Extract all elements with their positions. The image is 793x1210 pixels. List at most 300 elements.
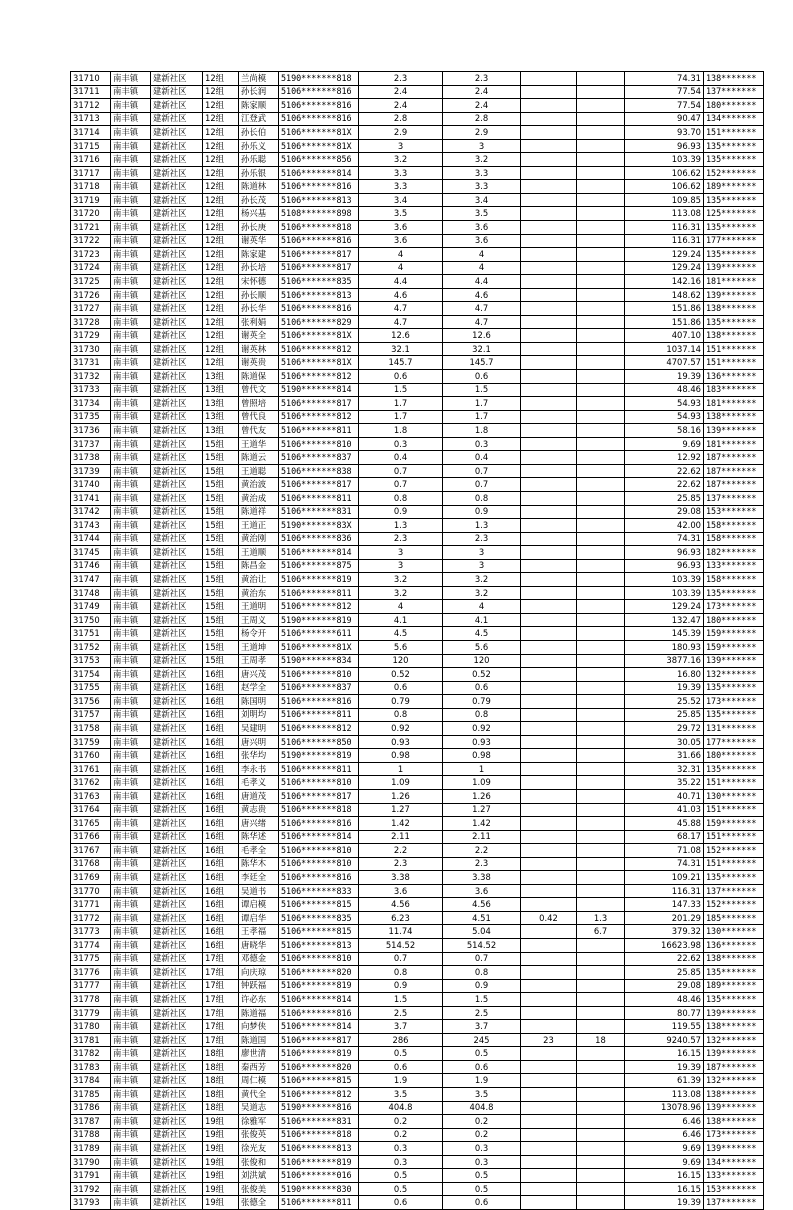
cell-community: 建新社区 xyxy=(151,478,203,492)
cell-name: 孙长培 xyxy=(239,261,279,275)
cell-value-a: 2.2 xyxy=(359,844,443,858)
cell-row-number: 31750 xyxy=(71,613,111,627)
cell-amount: 74.31 xyxy=(625,857,704,871)
table-row xyxy=(71,1101,764,1115)
cell-value-d xyxy=(577,342,625,356)
cell-community: 建新社区 xyxy=(151,261,203,275)
cell-value-b: 1.27 xyxy=(443,803,521,817)
cell-community: 建新社区 xyxy=(151,722,203,736)
cell-value-a: 286 xyxy=(359,1033,443,1047)
cell-value-b: 1.8 xyxy=(443,424,521,438)
cell-id-number: 5106*******816 xyxy=(279,302,359,316)
cell-community: 建新社区 xyxy=(151,939,203,953)
cell-name: 陈道保 xyxy=(239,370,279,384)
cell-id-number: 5106*******837 xyxy=(279,681,359,695)
cell-value-b: 3.6 xyxy=(443,221,521,235)
cell-group: 16组 xyxy=(203,722,239,736)
cell-town: 南丰镇 xyxy=(111,302,151,316)
cell-value-b: 2.4 xyxy=(443,85,521,99)
cell-value-a: 0.5 xyxy=(359,1182,443,1196)
table-row xyxy=(71,966,764,980)
cell-id-number: 5106*******811 xyxy=(279,708,359,722)
cell-id-number: 5106*******811 xyxy=(279,762,359,776)
cell-row-number: 31733 xyxy=(71,383,111,397)
cell-amount: 151.86 xyxy=(625,302,704,316)
cell-id-number: 5190*******834 xyxy=(279,654,359,668)
cell-id-number: 5106*******836 xyxy=(279,532,359,546)
cell-value-a: 1.7 xyxy=(359,410,443,424)
cell-row-number: 31710 xyxy=(71,72,111,86)
table-row xyxy=(71,911,764,925)
cell-value-b: 3.6 xyxy=(443,234,521,248)
cell-town: 南丰镇 xyxy=(111,1115,151,1129)
cell-town: 南丰镇 xyxy=(111,478,151,492)
cell-value-a: 0.92 xyxy=(359,722,443,736)
cell-value-a: 0.8 xyxy=(359,708,443,722)
cell-town: 南丰镇 xyxy=(111,884,151,898)
cell-id-number: 5106*******837 xyxy=(279,451,359,465)
cell-name: 徐雅军 xyxy=(239,1115,279,1129)
cell-value-b: 3.5 xyxy=(443,1088,521,1102)
cell-phone: 152******* xyxy=(704,898,764,912)
cell-amount: 379.32 xyxy=(625,925,704,939)
cell-value-c xyxy=(521,1101,577,1115)
cell-value-b: 3 xyxy=(443,559,521,573)
cell-name: 黄治波 xyxy=(239,478,279,492)
cell-phone: 151******* xyxy=(704,857,764,871)
cell-phone: 139******* xyxy=(704,1101,764,1115)
cell-row-number: 31755 xyxy=(71,681,111,695)
cell-name: 黄代全 xyxy=(239,1088,279,1102)
cell-amount: 9.69 xyxy=(625,1155,704,1169)
cell-group: 15组 xyxy=(203,627,239,641)
cell-name: 廖世清 xyxy=(239,1047,279,1061)
cell-amount: 71.08 xyxy=(625,844,704,858)
cell-town: 南丰镇 xyxy=(111,573,151,587)
cell-value-b: 1.5 xyxy=(443,993,521,1007)
cell-community: 建新社区 xyxy=(151,546,203,560)
cell-id-number: 5106*******820 xyxy=(279,1060,359,1074)
cell-phone: 134******* xyxy=(704,1155,764,1169)
cell-value-b: 2.3 xyxy=(443,72,521,86)
cell-phone: 135******* xyxy=(704,139,764,153)
cell-community: 建新社区 xyxy=(151,830,203,844)
cell-value-b: 0.98 xyxy=(443,749,521,763)
cell-group: 12组 xyxy=(203,234,239,248)
cell-value-b: 3.3 xyxy=(443,180,521,194)
cell-value-d xyxy=(577,505,625,519)
cell-row-number: 31773 xyxy=(71,925,111,939)
cell-amount: 42.00 xyxy=(625,519,704,533)
cell-value-a: 3.4 xyxy=(359,193,443,207)
table-row xyxy=(71,478,764,492)
cell-name: 谭启模 xyxy=(239,898,279,912)
cell-amount: 116.31 xyxy=(625,884,704,898)
cell-value-d xyxy=(577,708,625,722)
cell-id-number: 5106*******81X xyxy=(279,329,359,343)
cell-name: 邓德金 xyxy=(239,952,279,966)
cell-amount: 22.62 xyxy=(625,478,704,492)
cell-amount: 148.62 xyxy=(625,288,704,302)
cell-value-c xyxy=(521,871,577,885)
cell-value-b: 3.5 xyxy=(443,207,521,221)
cell-value-a: 0.9 xyxy=(359,979,443,993)
cell-value-c xyxy=(521,925,577,939)
cell-amount: 45.88 xyxy=(625,817,704,831)
cell-id-number: 5106*******016 xyxy=(279,1169,359,1183)
cell-town: 南丰镇 xyxy=(111,451,151,465)
cell-amount: 29.08 xyxy=(625,505,704,519)
cell-phone: 139******* xyxy=(704,424,764,438)
table-row xyxy=(71,315,764,329)
cell-row-number: 31732 xyxy=(71,370,111,384)
cell-value-b: 1 xyxy=(443,762,521,776)
cell-value-a: 0.5 xyxy=(359,1169,443,1183)
cell-value-c xyxy=(521,668,577,682)
cell-row-number: 31751 xyxy=(71,627,111,641)
cell-row-number: 31785 xyxy=(71,1088,111,1102)
cell-town: 南丰镇 xyxy=(111,817,151,831)
cell-value-a: 145.7 xyxy=(359,356,443,370)
cell-name: 曾代友 xyxy=(239,424,279,438)
cell-amount: 74.31 xyxy=(625,72,704,86)
cell-phone: 177******* xyxy=(704,735,764,749)
cell-row-number: 31715 xyxy=(71,139,111,153)
cell-town: 南丰镇 xyxy=(111,654,151,668)
cell-value-b: 2.9 xyxy=(443,126,521,140)
table-row xyxy=(71,1074,764,1088)
cell-value-b: 4.1 xyxy=(443,613,521,627)
cell-amount: 68.17 xyxy=(625,830,704,844)
cell-value-d xyxy=(577,248,625,262)
cell-value-a: 0.6 xyxy=(359,1060,443,1074)
cell-phone: 138******* xyxy=(704,329,764,343)
cell-town: 南丰镇 xyxy=(111,627,151,641)
cell-value-a: 0.93 xyxy=(359,735,443,749)
cell-community: 建新社区 xyxy=(151,1142,203,1156)
cell-amount: 41.03 xyxy=(625,803,704,817)
cell-name: 王周孝 xyxy=(239,654,279,668)
cell-group: 12组 xyxy=(203,302,239,316)
cell-row-number: 31765 xyxy=(71,817,111,831)
cell-id-number: 5106*******819 xyxy=(279,979,359,993)
cell-community: 建新社区 xyxy=(151,668,203,682)
cell-amount: 6.46 xyxy=(625,1115,704,1129)
cell-value-c xyxy=(521,275,577,289)
cell-id-number: 5106*******611 xyxy=(279,627,359,641)
cell-value-b: 0.2 xyxy=(443,1115,521,1129)
table-row xyxy=(71,600,764,614)
cell-town: 南丰镇 xyxy=(111,668,151,682)
roster-table-body xyxy=(71,72,764,1210)
table-row xyxy=(71,505,764,519)
cell-value-a: 0.2 xyxy=(359,1128,443,1142)
cell-name: 吴道志 xyxy=(239,1101,279,1115)
cell-value-b: 145.7 xyxy=(443,356,521,370)
cell-town: 南丰镇 xyxy=(111,939,151,953)
cell-value-c xyxy=(521,126,577,140)
cell-name: 孙乐义 xyxy=(239,139,279,153)
cell-amount: 40.71 xyxy=(625,789,704,803)
cell-community: 建新社区 xyxy=(151,1101,203,1115)
cell-community: 建新社区 xyxy=(151,234,203,248)
table-row xyxy=(71,126,764,140)
cell-row-number: 31736 xyxy=(71,424,111,438)
cell-community: 建新社区 xyxy=(151,952,203,966)
cell-phone: 181******* xyxy=(704,397,764,411)
cell-row-number: 31766 xyxy=(71,830,111,844)
cell-town: 南丰镇 xyxy=(111,410,151,424)
cell-name: 黄治让 xyxy=(239,573,279,587)
cell-phone: 139******* xyxy=(704,1142,764,1156)
cell-value-c xyxy=(521,627,577,641)
cell-name: 王道华 xyxy=(239,437,279,451)
cell-id-number: 5106*******816 xyxy=(279,817,359,831)
cell-town: 南丰镇 xyxy=(111,762,151,776)
cell-name: 唐兴茂 xyxy=(239,668,279,682)
cell-value-d xyxy=(577,1088,625,1102)
cell-id-number: 5190*******814 xyxy=(279,383,359,397)
cell-id-number: 5106*******812 xyxy=(279,722,359,736)
cell-value-c xyxy=(521,681,577,695)
cell-phone: 135******* xyxy=(704,966,764,980)
cell-town: 南丰镇 xyxy=(111,979,151,993)
cell-town: 南丰镇 xyxy=(111,1155,151,1169)
cell-group: 15组 xyxy=(203,559,239,573)
table-row xyxy=(71,1182,764,1196)
cell-community: 建新社区 xyxy=(151,857,203,871)
cell-name: 谢英贵 xyxy=(239,356,279,370)
cell-phone: 133******* xyxy=(704,559,764,573)
table-row xyxy=(71,898,764,912)
cell-value-a: 0.3 xyxy=(359,437,443,451)
cell-value-b: 4.5 xyxy=(443,627,521,641)
cell-group: 16组 xyxy=(203,898,239,912)
cell-amount: 35.22 xyxy=(625,776,704,790)
cell-phone: 138******* xyxy=(704,1088,764,1102)
cell-amount: 25.52 xyxy=(625,695,704,709)
cell-value-d xyxy=(577,451,625,465)
cell-phone: 135******* xyxy=(704,153,764,167)
cell-group: 15组 xyxy=(203,546,239,560)
cell-town: 南丰镇 xyxy=(111,1060,151,1074)
cell-town: 南丰镇 xyxy=(111,383,151,397)
cell-row-number: 31743 xyxy=(71,519,111,533)
cell-phone: 135******* xyxy=(704,762,764,776)
cell-value-c xyxy=(521,708,577,722)
cell-amount: 61.39 xyxy=(625,1074,704,1088)
table-row xyxy=(71,383,764,397)
cell-value-c xyxy=(521,139,577,153)
table-row xyxy=(71,72,764,86)
cell-phone: 158******* xyxy=(704,532,764,546)
cell-community: 建新社区 xyxy=(151,410,203,424)
cell-value-d xyxy=(577,275,625,289)
cell-value-d xyxy=(577,221,625,235)
cell-amount: 106.62 xyxy=(625,180,704,194)
cell-value-a: 3.7 xyxy=(359,1020,443,1034)
cell-name: 孙长顺 xyxy=(239,288,279,302)
cell-value-d xyxy=(577,153,625,167)
cell-value-b: 4 xyxy=(443,261,521,275)
cell-town: 南丰镇 xyxy=(111,532,151,546)
cell-value-c xyxy=(521,749,577,763)
cell-row-number: 31737 xyxy=(71,437,111,451)
cell-id-number: 5106*******81X xyxy=(279,126,359,140)
table-row xyxy=(71,153,764,167)
cell-phone: 136******* xyxy=(704,370,764,384)
cell-group: 19组 xyxy=(203,1182,239,1196)
cell-amount: 116.31 xyxy=(625,221,704,235)
cell-value-a: 1.42 xyxy=(359,817,443,831)
cell-amount: 407.10 xyxy=(625,329,704,343)
cell-amount: 16623.98 xyxy=(625,939,704,953)
cell-amount: 54.93 xyxy=(625,410,704,424)
cell-community: 建新社区 xyxy=(151,248,203,262)
table-row xyxy=(71,668,764,682)
cell-community: 建新社区 xyxy=(151,221,203,235)
cell-phone: 151******* xyxy=(704,356,764,370)
cell-name: 陈华木 xyxy=(239,857,279,871)
table-row xyxy=(71,424,764,438)
cell-phone: 152******* xyxy=(704,166,764,180)
cell-value-c xyxy=(521,424,577,438)
cell-community: 建新社区 xyxy=(151,898,203,912)
cell-row-number: 31713 xyxy=(71,112,111,126)
cell-group: 18组 xyxy=(203,1047,239,1061)
table-row xyxy=(71,789,764,803)
cell-name: 张德全 xyxy=(239,1196,279,1210)
cell-value-d: 1.3 xyxy=(577,911,625,925)
cell-row-number: 31778 xyxy=(71,993,111,1007)
cell-amount: 9.69 xyxy=(625,1142,704,1156)
cell-value-b: 1.26 xyxy=(443,789,521,803)
cell-value-a: 1.5 xyxy=(359,383,443,397)
cell-name: 向梦侠 xyxy=(239,1020,279,1034)
cell-value-c xyxy=(521,586,577,600)
cell-id-number: 5106*******813 xyxy=(279,939,359,953)
cell-value-b: 5.6 xyxy=(443,640,521,654)
cell-value-d xyxy=(577,1169,625,1183)
cell-amount: 4707.57 xyxy=(625,356,704,370)
cell-community: 建新社区 xyxy=(151,153,203,167)
cell-value-c xyxy=(521,1142,577,1156)
table-row xyxy=(71,1128,764,1142)
table-row xyxy=(71,613,764,627)
cell-town: 南丰镇 xyxy=(111,234,151,248)
cell-phone: 135******* xyxy=(704,993,764,1007)
cell-community: 建新社区 xyxy=(151,1128,203,1142)
cell-value-c xyxy=(521,735,577,749)
cell-town: 南丰镇 xyxy=(111,857,151,871)
cell-town: 南丰镇 xyxy=(111,776,151,790)
cell-group: 15组 xyxy=(203,532,239,546)
cell-row-number: 31768 xyxy=(71,857,111,871)
cell-value-b: 4.56 xyxy=(443,898,521,912)
cell-name: 陈道祥 xyxy=(239,505,279,519)
cell-value-b: 1.7 xyxy=(443,410,521,424)
cell-phone: 132******* xyxy=(704,1033,764,1047)
cell-row-number: 31763 xyxy=(71,789,111,803)
table-row xyxy=(71,464,764,478)
cell-value-b: 0.4 xyxy=(443,451,521,465)
cell-value-b: 1.7 xyxy=(443,397,521,411)
cell-community: 建新社区 xyxy=(151,464,203,478)
cell-value-a: 0.9 xyxy=(359,505,443,519)
cell-community: 建新社区 xyxy=(151,749,203,763)
cell-town: 南丰镇 xyxy=(111,803,151,817)
cell-value-a: 0.6 xyxy=(359,370,443,384)
cell-id-number: 5106*******815 xyxy=(279,1074,359,1088)
cell-name: 王道聪 xyxy=(239,464,279,478)
cell-group: 19组 xyxy=(203,1142,239,1156)
cell-value-b: 3 xyxy=(443,546,521,560)
cell-town: 南丰镇 xyxy=(111,898,151,912)
cell-community: 建新社区 xyxy=(151,966,203,980)
cell-value-d xyxy=(577,180,625,194)
cell-group: 12组 xyxy=(203,356,239,370)
cell-value-b: 3.6 xyxy=(443,884,521,898)
cell-town: 南丰镇 xyxy=(111,491,151,505)
cell-community: 建新社区 xyxy=(151,1074,203,1088)
cell-group: 15组 xyxy=(203,640,239,654)
cell-value-d xyxy=(577,1196,625,1210)
cell-value-a: 4.56 xyxy=(359,898,443,912)
cell-amount: 113.08 xyxy=(625,207,704,221)
cell-group: 17组 xyxy=(203,1006,239,1020)
cell-group: 12组 xyxy=(203,126,239,140)
cell-name: 张俊美 xyxy=(239,1182,279,1196)
cell-row-number: 31714 xyxy=(71,126,111,140)
cell-town: 南丰镇 xyxy=(111,925,151,939)
cell-name: 杨令开 xyxy=(239,627,279,641)
cell-town: 南丰镇 xyxy=(111,993,151,1007)
cell-value-a: 2.3 xyxy=(359,857,443,871)
cell-phone: 139******* xyxy=(704,1006,764,1020)
cell-row-number: 31770 xyxy=(71,884,111,898)
cell-community: 建新社区 xyxy=(151,1060,203,1074)
cell-value-c xyxy=(521,898,577,912)
cell-value-d xyxy=(577,1101,625,1115)
cell-amount: 13078.96 xyxy=(625,1101,704,1115)
cell-community: 建新社区 xyxy=(151,911,203,925)
cell-town: 南丰镇 xyxy=(111,85,151,99)
cell-value-c xyxy=(521,722,577,736)
cell-value-c xyxy=(521,302,577,316)
cell-id-number: 5106*******81X xyxy=(279,356,359,370)
cell-value-b: 0.7 xyxy=(443,952,521,966)
cell-group: 19组 xyxy=(203,1115,239,1129)
cell-row-number: 31790 xyxy=(71,1155,111,1169)
cell-id-number: 5190*******816 xyxy=(279,1101,359,1115)
cell-id-number: 5106*******816 xyxy=(279,112,359,126)
cell-value-b: 0.93 xyxy=(443,735,521,749)
cell-value-d xyxy=(577,1060,625,1074)
cell-phone: 183******* xyxy=(704,383,764,397)
roster-table xyxy=(70,71,764,1210)
cell-community: 建新社区 xyxy=(151,573,203,587)
cell-id-number: 5190*******819 xyxy=(279,749,359,763)
cell-value-b: 2.3 xyxy=(443,532,521,546)
cell-amount: 77.54 xyxy=(625,85,704,99)
cell-row-number: 31759 xyxy=(71,735,111,749)
cell-value-d xyxy=(577,884,625,898)
cell-id-number: 5106*******816 xyxy=(279,85,359,99)
table-row xyxy=(71,1033,764,1047)
cell-community: 建新社区 xyxy=(151,397,203,411)
cell-value-b: 4.7 xyxy=(443,302,521,316)
cell-row-number: 31793 xyxy=(71,1196,111,1210)
